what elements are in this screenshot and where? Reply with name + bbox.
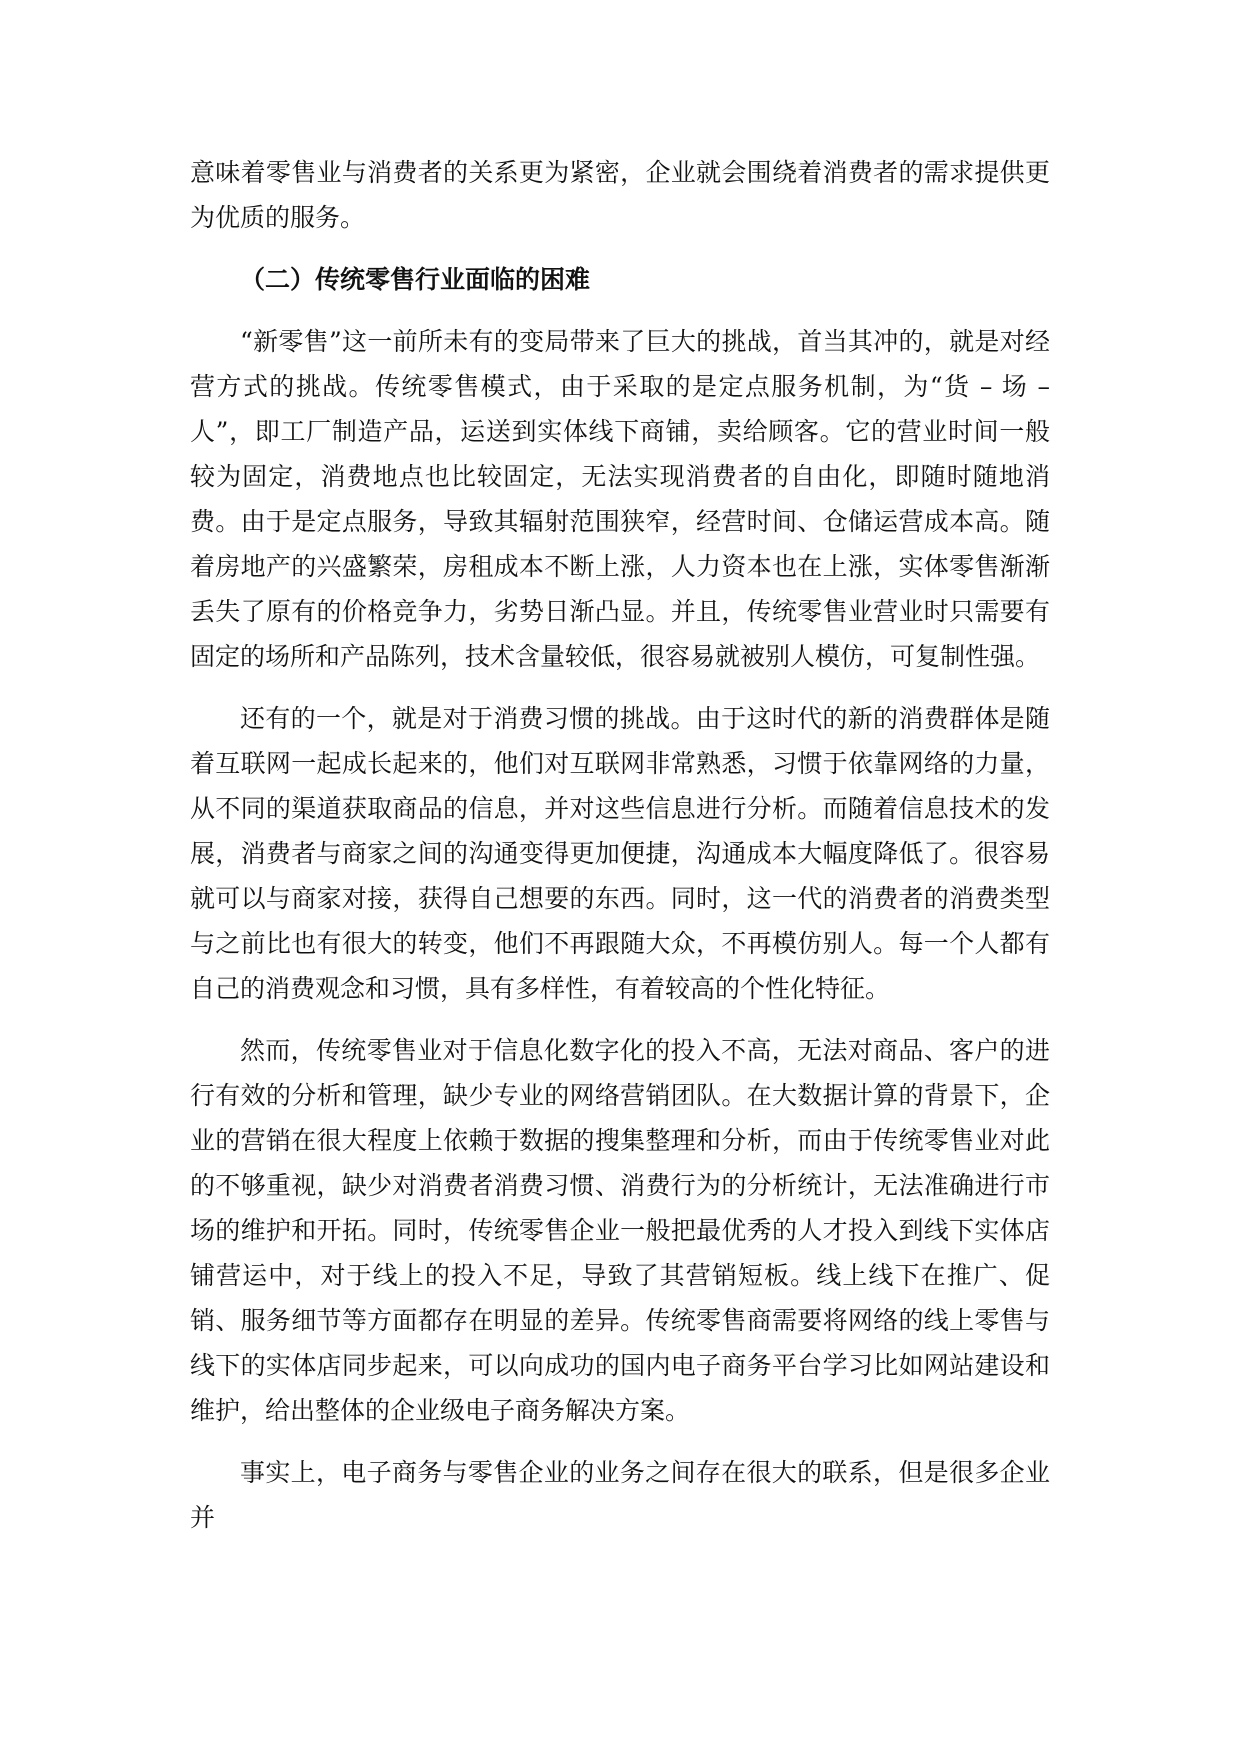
continuation-paragraph: 意味着零售业与消费者的关系更为紧密，企业就会围绕着消费者的需求提供更为优质的服务。 [190, 158, 1050, 232]
document-body [190, 150, 1050, 1557]
section-heading: （二）传统零售行业面临的困难 [240, 265, 591, 294]
paragraph-digitalization: 然而，传统零售业对于信息化数字化的投入不高，无法对商品、客户的进行有效的分析和管理，缺少专业的网络营销团队。在大数据计算的背景下，企业的营销在很大程度上依赖于数据的搜集整理和分析，而由于传统零售业对此的不够重视，缺少对消费者消费习惯、消费行为的分析统计，无法准确进行市场的维护和开拓。同时，传统零售企业一般把最优秀的人才投入到线下实体店铺营运中，对于线上的投入不足，导致了其营销短板。线上线下在推广、促销、服务细节等方面都存在明显的差异。传统零售商需要将网络的线上零售与线下的实体店同步起来，可以向成功的国内电子商务平台学习比如网站建设和维护，给出整体的企业级电子商务解决方案。 [190, 1036, 1050, 1425]
paragraph-ecommerce: 事实上，电子商务与零售企业的业务之间存在很大的联系，但是很多企业并 [190, 1458, 1050, 1532]
paragraph-business-model: “新零售”这一前所未有的变局带来了巨大的挑战，首当其冲的，就是对经营方式的挑战。传统零售模式，由于采取的是定点服务机制，为“货 – 场 – 人”，即工厂制造产品，运送到实体线下商铺，卖给顾客。它的营业时间一般较为固定，消费地点也比较固定，无法实现消费者的自由化，即随时随地消费。由于是定点服务，导致其辐射范围狭窄，经营时间、仓储运营成本高。随着房地产的兴盛繁荣，房租成本不断上涨，人力资本也在上涨，实体零售渐渐丢失了原有的价格竞争力，劣势日渐凸显。并且，传统零售业营业时只需要有固定的场所和产品陈列，技术含量较低，很容易就被别人模仿，可复制性强。 [190, 327, 1050, 671]
paragraph-consumer-habits: 还有的一个，就是对于消费习惯的挑战。由于这时代的新的消费群体是随着互联网一起成长起来的，他们对互联网非常熟悉，习惯于依靠网络的力量，从不同的渠道获取商品的信息，并对这些信息进行分析。而随着信息技术的发展，消费者与商家之间的沟通变得更加便捷，沟通成本大幅度降低了。很容易就可以与商家对接，获得自己想要的东西。同时，这一代的消费者的消费类型与之前比也有很大的转变，他们不再跟随大众，不再模仿别人。每一个人都有自己的消费观念和习惯，具有多样性，有着较高的个性化特征。 [190, 704, 1050, 1003]
